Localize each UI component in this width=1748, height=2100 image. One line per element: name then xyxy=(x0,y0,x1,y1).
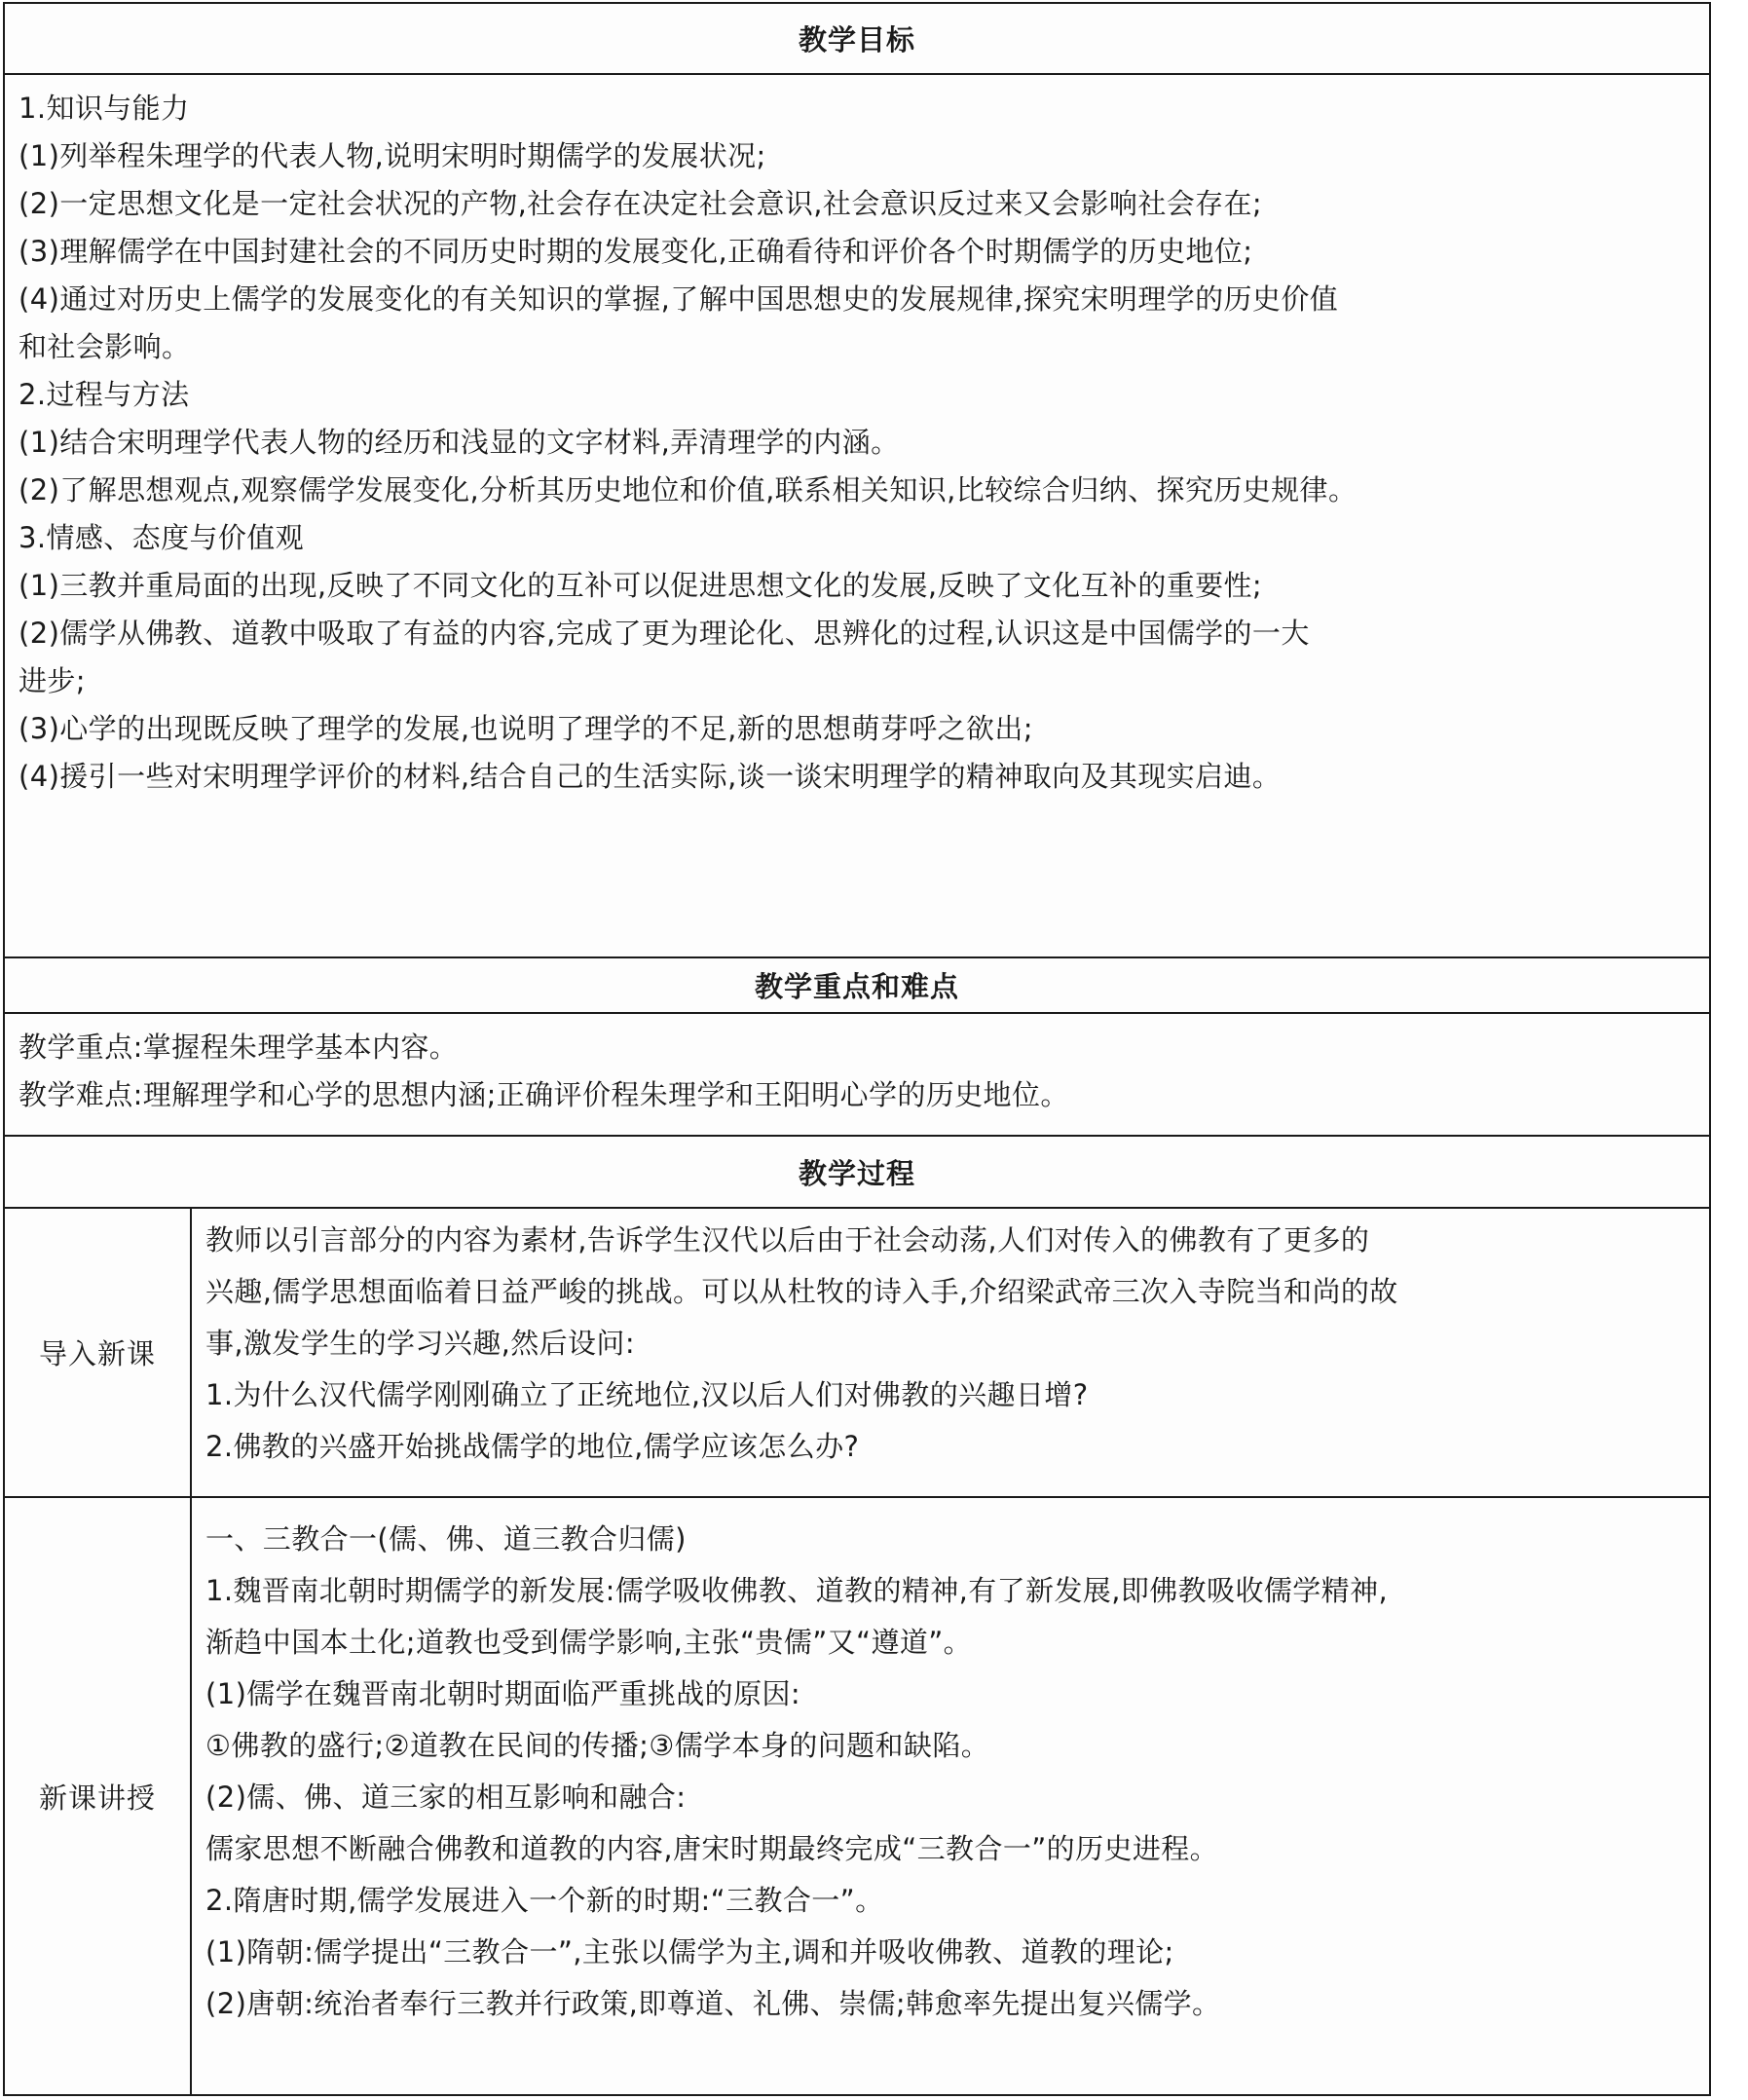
key-points-title: 教学重点和难点 xyxy=(754,970,959,1003)
teaching-focus: 教学重点:掌握程朱理学基本内容。 xyxy=(19,1031,459,1064)
lesson-plan-table xyxy=(3,2,1711,2096)
objectives-title: 教学目标 xyxy=(798,23,915,56)
objective-item: (2)儒学从佛教、道教中吸取了有益的内容,完成了更为理论化、思辨化的过程,认识这是中国儒学的一大 xyxy=(19,617,1310,650)
process-line: 事,激发学生的学习兴趣,然后设问: xyxy=(205,1327,636,1360)
process-line: 2.隋唐时期,儒学发展进入一个新的时期:“三教合一”。 xyxy=(205,1884,884,1917)
process-line: (1)儒学在魏晋南北朝时期面临严重挑战的原因: xyxy=(205,1677,801,1710)
objective-item: (1)列举程朱理学的代表人物,说明宋明时期儒学的发展状况; xyxy=(19,139,766,172)
process-line: (1)隋朝:儒学提出“三教合一”,主张以儒学为主,调和并吸收佛教、道教的理论; xyxy=(205,1935,1174,1969)
objectives-header xyxy=(5,4,1709,75)
process-label-intro: 导入新课 xyxy=(5,1209,192,1496)
objective-item-continued: 进步; xyxy=(19,664,86,697)
objective-item: (3)理解儒学在中国封建社会的不同历史时期的发展变化,正确看待和评价各个时期儒学的历史地位; xyxy=(19,235,1253,268)
process-line: 1.魏晋南北朝时期儒学的新发展:儒学吸收佛教、道教的精神,有了新发展,即佛教吸收儒学精神, xyxy=(205,1574,1389,1607)
process-header xyxy=(5,1137,1709,1209)
section-heading-process: 2.过程与方法 xyxy=(19,378,190,411)
objective-item: (1)三教并重局面的出现,反映了不同文化的互补可以促进思想文化的发展,反映了文化互补的重要性; xyxy=(19,569,1263,602)
process-line: ①佛教的盛行;②道教在民间的传播;③儒学本身的问题和缺陷。 xyxy=(205,1729,990,1762)
process-content-intro xyxy=(192,1209,1709,1496)
section-heading-values: 3.情感、态度与价值观 xyxy=(19,521,305,554)
process-line: 教师以引言部分的内容为素材,告诉学生汉代以后由于社会动荡,人们对传入的佛教有了更多的 xyxy=(205,1223,1370,1256)
process-line: 1.为什么汉代儒学刚刚确立了正统地位,汉以后人们对佛教的兴趣日增? xyxy=(205,1378,1089,1411)
process-content-lecture xyxy=(192,1498,1709,2094)
process-label-lecture: 新课讲授 xyxy=(5,1498,192,2094)
key-points-header xyxy=(5,958,1709,1014)
key-points-body xyxy=(5,1014,1709,1137)
objective-item: (2)一定思想文化是一定社会状况的产物,社会存在决定社会意识,社会意识反过来又会影响社会存在; xyxy=(19,187,1263,220)
process-line: 兴趣,儒学思想面临着日益严峻的挑战。可以从杜牧的诗入手,介绍梁武帝三次入寺院当和尚的故 xyxy=(205,1275,1398,1308)
objectives-body xyxy=(5,75,1709,958)
objective-item: (1)结合宋明理学代表人物的经历和浅显的文字材料,弄清理学的内涵。 xyxy=(19,426,900,459)
objective-item-continued: 和社会影响。 xyxy=(19,330,191,363)
process-row-lecture xyxy=(5,1498,1709,2094)
process-line: (2)儒、佛、道三家的相互影响和融合: xyxy=(205,1781,687,1814)
process-row-intro xyxy=(5,1209,1709,1498)
process-line: 儒家思想不断融合佛教和道教的内容,唐宋时期最终完成“三教合一”的历史进程。 xyxy=(205,1832,1219,1865)
objective-item: (4)通过对历史上儒学的发展变化的有关知识的掌握,了解中国思想史的发展规律,探究宋明理学的历史价值 xyxy=(19,282,1339,316)
section-heading-knowledge: 1.知识与能力 xyxy=(19,92,190,125)
teaching-difficulty: 教学难点:理解理学和心学的思想内涵;正确评价程朱理学和王阳明心学的历史地位。 xyxy=(19,1078,1069,1111)
objective-item: (4)援引一些对宋明理学评价的材料,结合自己的生活实际,谈一谈宋明理学的精神取向及其现实启迪。 xyxy=(19,760,1282,793)
process-title: 教学过程 xyxy=(798,1156,915,1190)
process-line: (2)唐朝:统治者奉行三教并行政策,即尊道、礼佛、崇儒;韩愈率先提出复兴儒学。 xyxy=(205,1987,1221,2020)
objective-item: (3)心学的出现既反映了理学的发展,也说明了理学的不足,新的思想萌芽呼之欲出; xyxy=(19,712,1033,745)
process-line: 一、三教合一(儒、佛、道三教合归儒) xyxy=(205,1522,687,1556)
process-line: 2.佛教的兴盛开始挑战儒学的地位,儒学应该怎么办? xyxy=(205,1430,860,1463)
objective-item: (2)了解思想观点,观察儒学发展变化,分析其历史地位和价值,联系相关知识,比较综合归纳、探究历史规律。 xyxy=(19,473,1357,506)
process-line: 渐趋中国本土化;道教也受到儒学影响,主张“贵儒”又“遵道”。 xyxy=(205,1626,973,1659)
